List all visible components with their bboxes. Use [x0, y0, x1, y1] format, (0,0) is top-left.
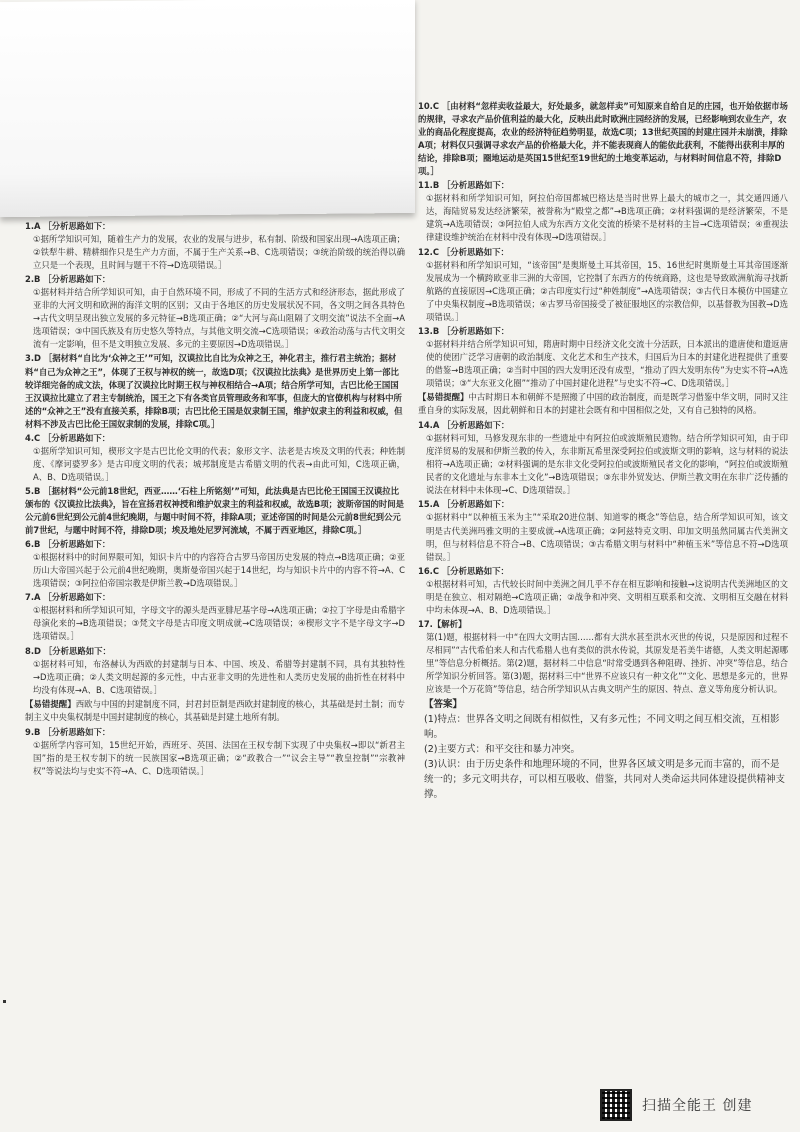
question-head: 12.C ［分析思路如下： — [418, 246, 509, 257]
question-answer — [418, 246, 788, 324]
tip-tag: 【易错提醒】 — [25, 698, 76, 709]
qr-code-icon — [600, 1089, 632, 1121]
question-answer — [25, 538, 405, 590]
question-head: 8.D ［分析思路如下： — [25, 645, 111, 656]
question-answer — [25, 273, 405, 351]
question-answer — [25, 432, 405, 484]
answer-line: (3)认识：由于历史条件和地理环境的不同，世界各区域文明是多元而丰富的，而不是统一的；多元文明共存，可以相互吸收、借鉴，共同对人类命运共同体建设提供精神支撑。 — [424, 759, 786, 801]
question-head: 7.A ［分析思路如下： — [25, 592, 111, 603]
question-answer — [25, 352, 405, 430]
question-answer — [25, 485, 405, 537]
question-head: 3.D ［据材料“自比为‘众神之王’”可知，汉谟拉比自比为众神之王，神化君主，推行君主统治；据材料“自己为众神之王”，体现了王权与神权的统一，故选D项；《汉谟拉比法典》是世界历史上第一部比较详细完备的成文法，体现了汉谟拉比时期王权与神权相结合→A项；结合所学可知，古巴比伦王国国王汉谟拉比建立了君主专制统治，国王之下有各类官员管理政务和军事，但庞大的官僚机构与材料中所述的“众神之王”没有直接关系，排除B项；古巴比伦王国是奴隶制王国，维护奴隶主的利益和权威，但材料不涉及古巴比伦王国奴隶制的发展，排除C项。］ — [25, 353, 403, 429]
question-analysis: ①据所学内容可知，15世纪开始，西班牙、英国、法国在王权专制下实现了中央集权→即以“新君主国”指的是王权专制下的统一民族国家→B选项正确；②“政教合一”“议会主导”“教皇控制”“宗教神权”等说法均与史实不符→A、C、D选项错误。］ — [33, 739, 405, 776]
question-head: 16.C ［分析思路如下： — [418, 565, 509, 576]
tip-tag: 【易错提醒】 — [418, 392, 469, 403]
scan-speck — [3, 1000, 6, 1003]
question-analysis: ①根据材料可知，古代较长时间中美洲之间几乎不存在相互影响和接触→这说明古代美洲地区的文明是在独立、相对隔绝→C选项正确；②战争和冲突、文明相互联系和交流、文明相互交融在材料中均未体现→A、B、D选项错误。］ — [426, 578, 788, 615]
answer-block — [418, 697, 788, 802]
question-analysis: ①据材料并结合所学知识可知，由于自然环境不同，形成了不同的生活方式和经济形态，据此形成了亚非的大河文明和欧洲的海洋文明的区别；又由于各地区的历史发展状况不同，各文明之间各具特色→古代文明呈现出独立发展的多元特征→B选项正确；②“大河与高山阻隔了文明交流”说法不全面→A选项错误；③中国氏族及有历史悠久等特点，与其他文明交流→C选项错误；④政治动荡与古代文明交流有一定影响，但不是文明独立发展、多元的主要原因→D选项错误。］ — [33, 287, 405, 350]
question-head: 13.B ［分析思路如下： — [418, 325, 510, 336]
error-tip — [418, 391, 788, 417]
question-head: 1.A ［分析思路如下： — [25, 221, 111, 231]
question-head: 11.B ［分析思路如下： — [418, 180, 510, 191]
tip-text: 中古时期日本和朝鲜不是照搬了中国的政治制度，而是既学习借鉴中华文明，同时又注重自身的实际发展，因此朝鲜和日本的封建社会既有和中国相似之处，又有自己独特的风格。 — [418, 392, 789, 416]
question-analysis: ①据材料可知，马修发现东非的一些遗址中有阿拉伯或波斯殖民遗物。结合所学知识可知，由于印度洋贸易的发展和伊斯兰教的传入，东非斯瓦希里深受阿拉伯或波斯文明的影响，这与材料的说法相符→A选项正确；②材料强调的是东非文化受阿拉伯或波斯殖民者文化的影响，“阿拉伯或波斯殖民者的文化遗址与东非本土文化”→B选项错误；③东非外贸发达、伊斯兰教文明在东非广泛传播的说法在材料中未体现→C、D选项错误。］ — [426, 433, 788, 496]
answer-tag: 【答案】 — [424, 699, 463, 711]
folded-paper-overlay — [0, 0, 415, 217]
question-answer — [418, 565, 788, 617]
error-tip — [25, 698, 405, 724]
tip-text: 西欧与中国的封建制度不同，封君封臣制是西欧封建制度的核心，其基础是封土制；而专制主义中央集权制是中国封建制度的核心，其基础是封建土地所有制。 — [25, 698, 406, 722]
right-column — [418, 100, 788, 802]
answer-line: (2)主要方式：和平交往和暴力冲突。 — [424, 744, 580, 756]
question-answer — [418, 419, 788, 497]
question-analysis: ①据材料和所学知识可知，阿拉伯帝国都城巴格达是当时世界上最大的城市之一，其交通四通八达，海陆贸易发达经济繁荣，被誉称为“殿堂之都”→B选项正确；②材料强调的是经济繁荣，不是建筑→A选项错误；③阿拉伯人成为东西方文化交流的桥梁不是材料的主旨→C选项错误；④重视法律建设维护统治在材料中没有体现→D选项错误。］ — [426, 193, 788, 243]
question-answer — [418, 498, 788, 563]
question-head: 10.C ［由材料“忽样卖收益最大，好处最多，就忽样卖”可知原来自给自足的庄园，也开始依据市场的规律，寻求农产品价值利益的最大化，反映出此时欧洲庄园经济的发展，已经影响到农业生产，农业的商品化程度提高，农业的经济特征趋势明显，故选C项；13世纪英国的封建庄园并未崩溃，排除A项；材料仅只强调寻求农产品的价格最大化，并不能表现商人的能依此获利，不能得出获利丰厚的结论，排除B项；圈地运动是英国15世纪至19世纪的土地变革运动，与材料时间信息不符，排除D项。］ — [418, 101, 788, 177]
question-analysis: ①据所学知识可知，随着生产力的发展，农业的发展与进步，私有制、阶级和国家出现→A选项正确；②铁犁牛耕、精耕细作只是生产力方面，不属于生产关系→B、C选项错误；③统治阶级的统治得以确立只是一个表现，且时间与题干不符→D选项错误。］ — [33, 234, 406, 271]
question-head: 6.B ［分析思路如下： — [25, 539, 111, 550]
question-answer — [418, 618, 788, 696]
question-analysis: ①据材料和所学知识可知，“该帝国”是奥斯曼土耳其帝国，15、16世纪时奥斯曼土耳其帝国逐渐发展成为一个横跨欧亚非三洲的大帝国，它控制了东西方的传统商路，这也是导致欧洲航海寻找新航路的直接原因→C选项正确；②古印度实行过“种姓制度”→A选项错误；③古代日本模仿中国建立了中央集权制度→B选项错误；④古罗马帝国接受了被征服地区的宗教信仰，以基督教为国教→D选项错误。］ — [426, 259, 788, 322]
question-head: 14.A ［分析思路如下： — [418, 420, 510, 431]
question-answer — [25, 220, 405, 272]
question-head: 2.B ［分析思路如下： — [25, 274, 111, 285]
question-head: 15.A ［分析思路如下： — [418, 499, 510, 510]
question-answer — [25, 726, 405, 778]
question-head: 4.C ［分析思路如下： — [25, 432, 111, 443]
question-analysis: ①据材料并结合所学知识可知，隋唐时期中日经济文化交流十分活跃，日本派出的遣唐使和遣返唐使的使团广泛学习唐朝的政治制度、文化艺术和生产技术，归国后为日本的封建化进程提供了重要的借鉴→B选项正确；②当时中国的四大发明还没有成型，“推动了四大发明东传”为史实不符→A选项错误；③“大东亚文化圈”“推动了中国封建化进程”与史实不符→C、D选项错误。］ — [426, 338, 788, 388]
question-analysis: ①根据材料中的时间界限可知，知识卡片中的内容符合古罗马帝国历史发展的特点→B选项正确；②亚历山大帝国兴起于公元前4世纪晚期，奥斯曼帝国兴起于14世纪，均与知识卡片中的内容不符→A、C选项错误；③阿拉伯帝国宗教是伊斯兰教→D选项错误。］ — [33, 552, 405, 589]
scanner-watermark — [600, 1088, 752, 1122]
left-column — [25, 220, 405, 779]
question-answer — [25, 645, 405, 697]
question-answer — [418, 179, 788, 244]
question-analysis: ①根据材料和所学知识可知，字母文字的源头是西亚腓尼基字母→A选项正确；②拉丁字母是由希腊字母演化来的→B选项错误；③梵文字母是古印度文明成就→C选项错误；④楔形文字不是字母文字→D选项错误。］ — [33, 605, 405, 642]
question-head: 5.B ［据材料“公元前18世纪，西亚……‘石柱上所铭刻’”可知，此法典是古巴比伦王国国王汉谟拉比颁布的《汉谟拉比法典》，旨在宣扬君权神授和维护奴隶主的利益和权威，故选B项；波斯帝国的时间是公元前6世纪到公元前4世纪晚期，与题中时间不符，排除A项；亚述帝国的时间是公元前8世纪到公元前7世纪，与题中时间不符，排除D项；埃及地处尼罗河流域，不属于西亚地区，排除C项。］ — [25, 485, 405, 536]
question-head: 9.B ［分析思路如下： — [25, 726, 111, 737]
answer-line: (1)特点：世界各文明之间既有相似性，又有多元性；不同文明之间互相交流，互相影响。 — [424, 714, 780, 741]
question-answer — [418, 325, 788, 390]
question-answer — [418, 100, 788, 178]
question-analysis: ①据材料可知，布洛赫认为西欧的封建制与日本、中国、埃及、希腊等封建制不同，具有其独特性→D选项正确；②人类文明起源的多元性，中古亚非文明的先进性和人类历史发展的曲折性在材料中均没有体现→A、B、C选项错误。］ — [33, 658, 405, 695]
question-analysis: ①据材料中“以种植玉米为主”“采取20进位制、知道零的概念”等信息，结合所学知识可知，该文明是古代美洲玛雅文明的主要成就→A选项正确；②阿兹特克文明、印加文明虽然同属古代美洲文明，但与材料信息不符合→B、C选项错误；③古希腊文明与材料中“种植玉米”等信息不符→D选项错误。］ — [426, 512, 788, 562]
question-head: 17.【解析】 — [418, 618, 467, 629]
question-answer — [25, 591, 405, 643]
question-analysis: 第(1)题，根据材料一中“在四大文明古国……都有大洪水甚至洪水灭世的传说，只是原因和过程不尽相同”“古代希伯来人和古代希腊人也有类似的洪水传说，其原发是若美牛诸德，人类文明起源哪里”等信息分析概括。第(2)题，据材料二中信息“时常受遇到各种阻碍、挫折、冲突”等信息，结合所学知识分析回答。第(3)题，据材料三中“世界不应该只有一种文化”“文化、思想是多元的，世界应该是一个万花筒”等信息，结合所学知识从古典文明产生的原因、特点、意义等角度分析认识。 — [426, 631, 788, 695]
watermark-text: 扫描全能王 创建 — [642, 1098, 753, 1114]
question-analysis: ①据所学知识可知，楔形文字是古巴比伦文明的代表；象形文字、法老是古埃及文明的代表；种姓制度、《摩诃婆罗多》是古印度文明的代表；城邦制度是古希腊文明的代表→由此可知，C选项正确，A、B、D选项错误。］ — [33, 445, 405, 482]
